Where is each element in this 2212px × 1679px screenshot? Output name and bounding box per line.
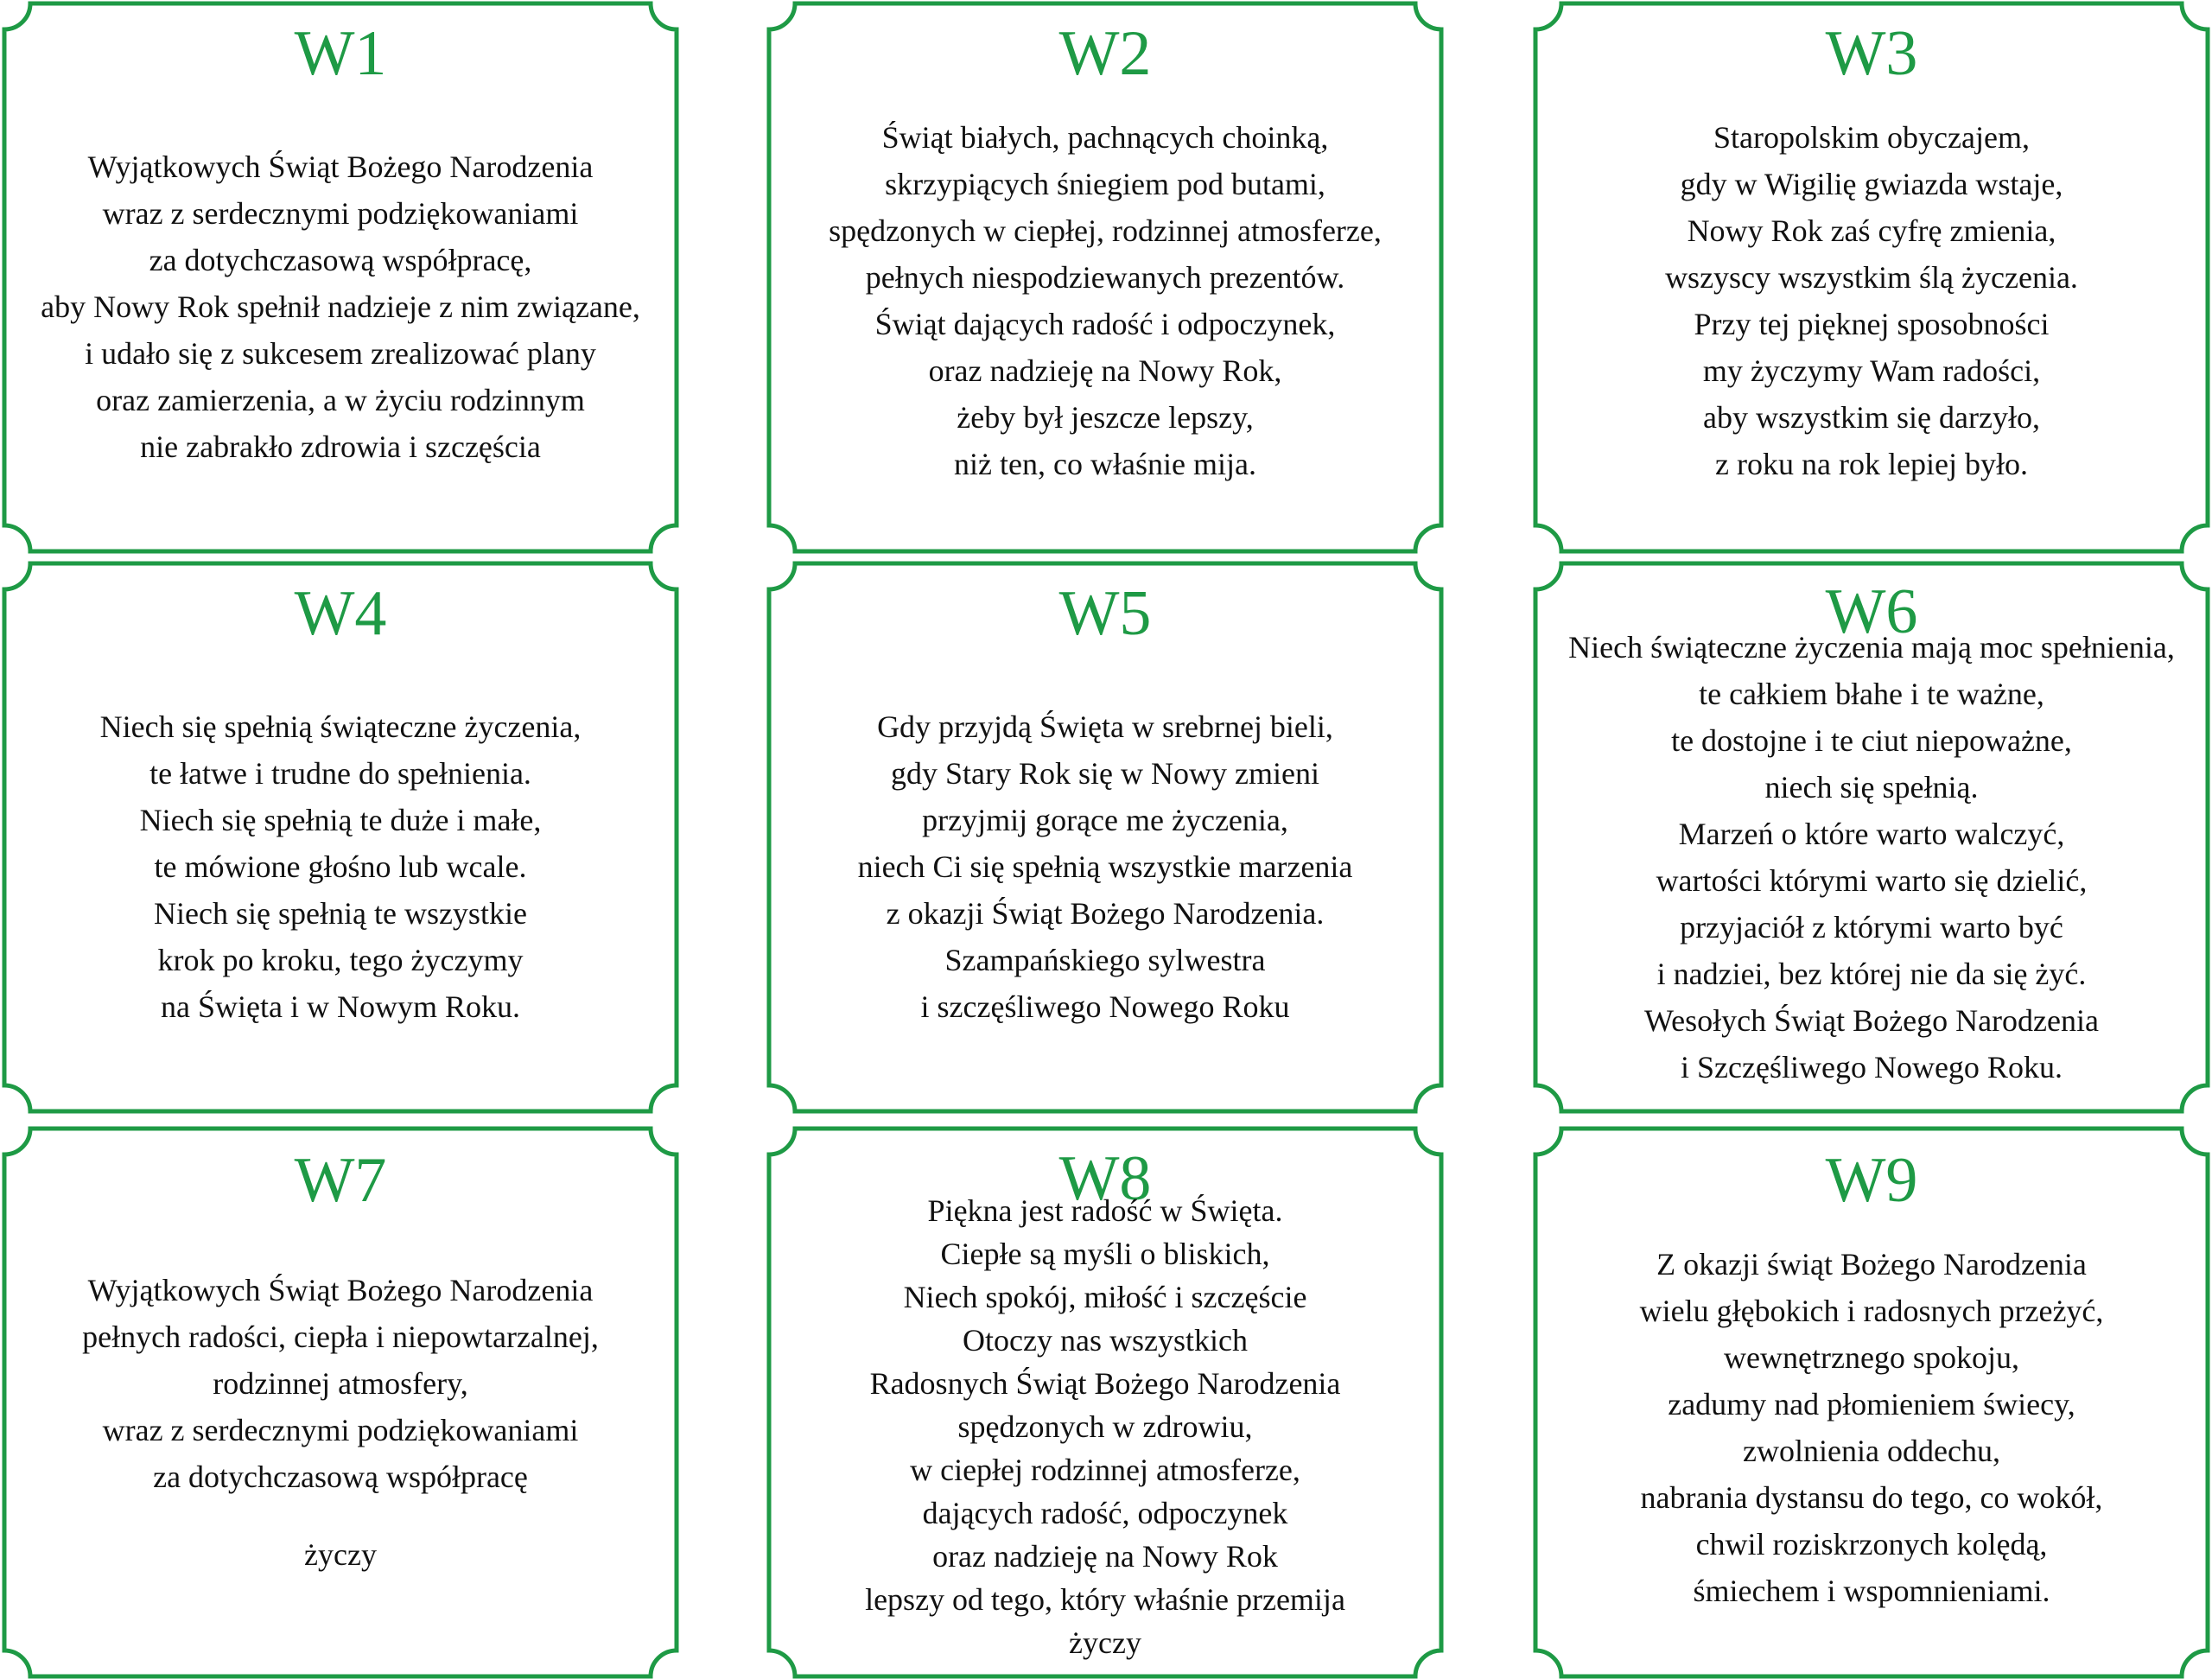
- wish-line: Świąt dających radość i odpoczynek,: [874, 307, 1336, 341]
- wish-line: rodzinnej atmosfery,: [213, 1366, 468, 1401]
- wish-line: życzy: [304, 1537, 377, 1572]
- wish-line: Wesołych Świąt Bożego Narodzenia: [1644, 1003, 2099, 1038]
- wish-line: Radosnych Świąt Bożego Narodzenia: [869, 1366, 1341, 1401]
- wish-line: przyjaciół z którymi warto być: [1680, 910, 2063, 944]
- wish-line: wraz z serdecznymi podziękowaniami: [102, 1413, 579, 1447]
- card-code: W2: [1058, 18, 1152, 89]
- wish-line: aby Nowy Rok spełnił nadzieje z nim związane,: [41, 289, 640, 324]
- wish-line: Piękna jest radość w Święta.: [927, 1193, 1283, 1228]
- wish-card-w3: [1535, 3, 2208, 551]
- wish-line: gdy w Wigilię gwiazda wstaje,: [1680, 167, 2063, 201]
- wish-line: lepszy od tego, który właśnie przemija: [865, 1582, 1345, 1617]
- wish-line: te łatwe i trudne do spełnienia.: [149, 756, 531, 791]
- wish-line: żeby był jeszcze lepszy,: [957, 400, 1254, 435]
- wish-line: Szampańskiego sylwestra: [944, 943, 1266, 977]
- wish-line: Marzeń o które warto walczyć,: [1678, 817, 2065, 851]
- card-code: W3: [1825, 18, 1918, 89]
- card-wish-text: [778, 114, 1433, 487]
- wish-line: i Szczęśliwego Nowego Roku.: [1681, 1050, 2063, 1084]
- wish-line: Gdy przyjdą Święta w srebrnej bieli,: [877, 709, 1333, 744]
- wish-line: Nowy Rok zaś cyfrę zmienia,: [1687, 213, 2056, 248]
- card-code: W8: [1058, 1143, 1152, 1214]
- wish-card-w7: [4, 1129, 677, 1676]
- wish-line: życzy: [1069, 1625, 1141, 1660]
- wish-line: gdy Stary Rok się w Nowy zmieni: [891, 756, 1319, 791]
- wish-line: aby wszystkim się darzyło,: [1703, 400, 2040, 435]
- card-code: W1: [294, 18, 387, 89]
- wish-card-w4: [4, 563, 677, 1111]
- card-code: W6: [1825, 576, 1918, 647]
- wish-card-w5: [769, 563, 1441, 1111]
- wish-line: z roku na rok lepiej było.: [1715, 447, 2028, 481]
- wish-line: przyjmij gorące me życzenia,: [922, 803, 1288, 837]
- card-wish-text: [13, 1267, 668, 1578]
- wish-line: Staropolskim obyczajem,: [1713, 120, 2030, 155]
- wish-line: w ciepłej rodzinnej atmosferze,: [910, 1453, 1300, 1487]
- card-code: W9: [1825, 1145, 1918, 1216]
- wish-line: i szczęśliwego Nowego Roku: [920, 989, 1290, 1024]
- wish-card-w6: [1535, 563, 2208, 1111]
- wish-line: wewnętrznego spokoju,: [1724, 1340, 2019, 1375]
- wish-line: Wyjątkowych Świąt Bożego Narodzenia: [87, 149, 594, 184]
- wish-line: Niech się spełnią te duże i małe,: [139, 803, 542, 837]
- card-wish-text: [13, 703, 668, 1030]
- wish-line: Świąt białych, pachnących choinką,: [881, 120, 1329, 155]
- card-code: W5: [1058, 578, 1152, 649]
- wish-line: my życzymy Wam radości,: [1702, 353, 2041, 388]
- wish-line: nie zabrakło zdrowia i szczęścia: [140, 429, 541, 464]
- wish-line: krok po kroku, tego życzymy: [157, 943, 524, 977]
- card-code: W4: [294, 578, 387, 649]
- card-code: W7: [294, 1145, 387, 1216]
- wish-line: [13, 1500, 668, 1531]
- wish-card-w2: [769, 3, 1441, 551]
- wish-line: Niech się spełnią te wszystkie: [154, 896, 527, 931]
- wish-line: i nadziei, bez której nie da się żyć.: [1656, 957, 2087, 991]
- wish-line: nabrania dystansu do tego, co wokół,: [1640, 1480, 2103, 1515]
- wish-line: oraz nadzieję na Nowy Rok: [932, 1539, 1278, 1574]
- wish-line: niech Ci się spełnią wszystkie marzenia: [857, 849, 1353, 884]
- wish-line: pełnych niespodziewanych prezentów.: [865, 260, 1345, 295]
- wish-line: zwolnienia oddechu,: [1743, 1434, 2000, 1468]
- wish-line: pełnych radości, ciepła i niepowtarzalnej,: [82, 1320, 599, 1354]
- card-wish-text: [1544, 624, 2199, 1091]
- wish-line: spędzonych w zdrowiu,: [957, 1409, 1253, 1444]
- card-wish-text: [778, 1189, 1433, 1664]
- wish-card-w9: [1535, 1129, 2208, 1676]
- wish-card-w8: [769, 1129, 1441, 1676]
- wish-line: te mówione głośno lub wcale.: [154, 849, 527, 884]
- wish-line: niż ten, co właśnie mija.: [954, 447, 1256, 481]
- wish-line: Otoczy nas wszystkich: [963, 1323, 1248, 1358]
- card-wish-text: [13, 143, 668, 470]
- wish-line: Niech spokój, miłość i szczęście: [903, 1280, 1307, 1314]
- wish-line: oraz nadzieję na Nowy Rok,: [928, 353, 1282, 388]
- wish-line: Z okazji świąt Bożego Narodzenia: [1656, 1247, 2087, 1282]
- wish-line: za dotychczasową współpracę: [153, 1460, 528, 1494]
- card-wish-text: [1544, 1241, 2199, 1614]
- wish-line: z okazji Świąt Bożego Narodzenia.: [886, 896, 1325, 931]
- wish-line: chwil roziskrzonych kolędą,: [1695, 1527, 2048, 1561]
- wish-line: i udało się z sukcesem zrealizować plany: [85, 336, 596, 371]
- wish-line: niech się spełnią.: [1764, 770, 1979, 805]
- wish-line: Ciepłe są myśli o bliskich,: [940, 1237, 1270, 1271]
- wish-line: zadumy nad płomieniem świecy,: [1668, 1387, 2075, 1421]
- wish-line: dających radość, odpoczynek: [922, 1496, 1288, 1530]
- wish-line: spędzonych w ciepłej, rodzinnej atmosferze,: [829, 213, 1382, 248]
- wish-card-w1: [4, 3, 677, 551]
- wish-line: wszyscy wszystkim ślą życzenia.: [1665, 260, 2078, 295]
- wish-line: wartości którymi warto się dzielić,: [1656, 863, 2088, 898]
- wish-line: Wyjątkowych Świąt Bożego Narodzenia: [87, 1273, 594, 1307]
- wish-line: za dotychczasową współpracę,: [149, 243, 532, 277]
- wish-line: śmiechem i wspomnieniami.: [1693, 1574, 2050, 1608]
- wish-line: Niech się spełnią świąteczne życzenia,: [99, 709, 582, 744]
- wish-line: Przy tej pięknej sposobności: [1694, 307, 2050, 341]
- wish-line: oraz zamierzenia, a w życiu rodzinnym: [96, 383, 585, 417]
- wish-line: te dostojne i te ciut niepoważne,: [1671, 723, 2072, 758]
- wish-line: Niech świąteczne życzenia mają moc spełnienia,: [1568, 630, 2175, 665]
- wish-line: na Święta i w Nowym Roku.: [161, 989, 520, 1024]
- wish-line: wraz z serdecznymi podziękowaniami: [102, 196, 579, 231]
- card-wish-text: [1544, 114, 2199, 487]
- wish-line: skrzypiących śniegiem pod butami,: [885, 167, 1325, 201]
- card-wish-text: [778, 703, 1433, 1030]
- wish-line: wielu głębokich i radosnych przeżyć,: [1639, 1294, 2104, 1328]
- wish-line: te całkiem błahe i te ważne,: [1699, 677, 2044, 711]
